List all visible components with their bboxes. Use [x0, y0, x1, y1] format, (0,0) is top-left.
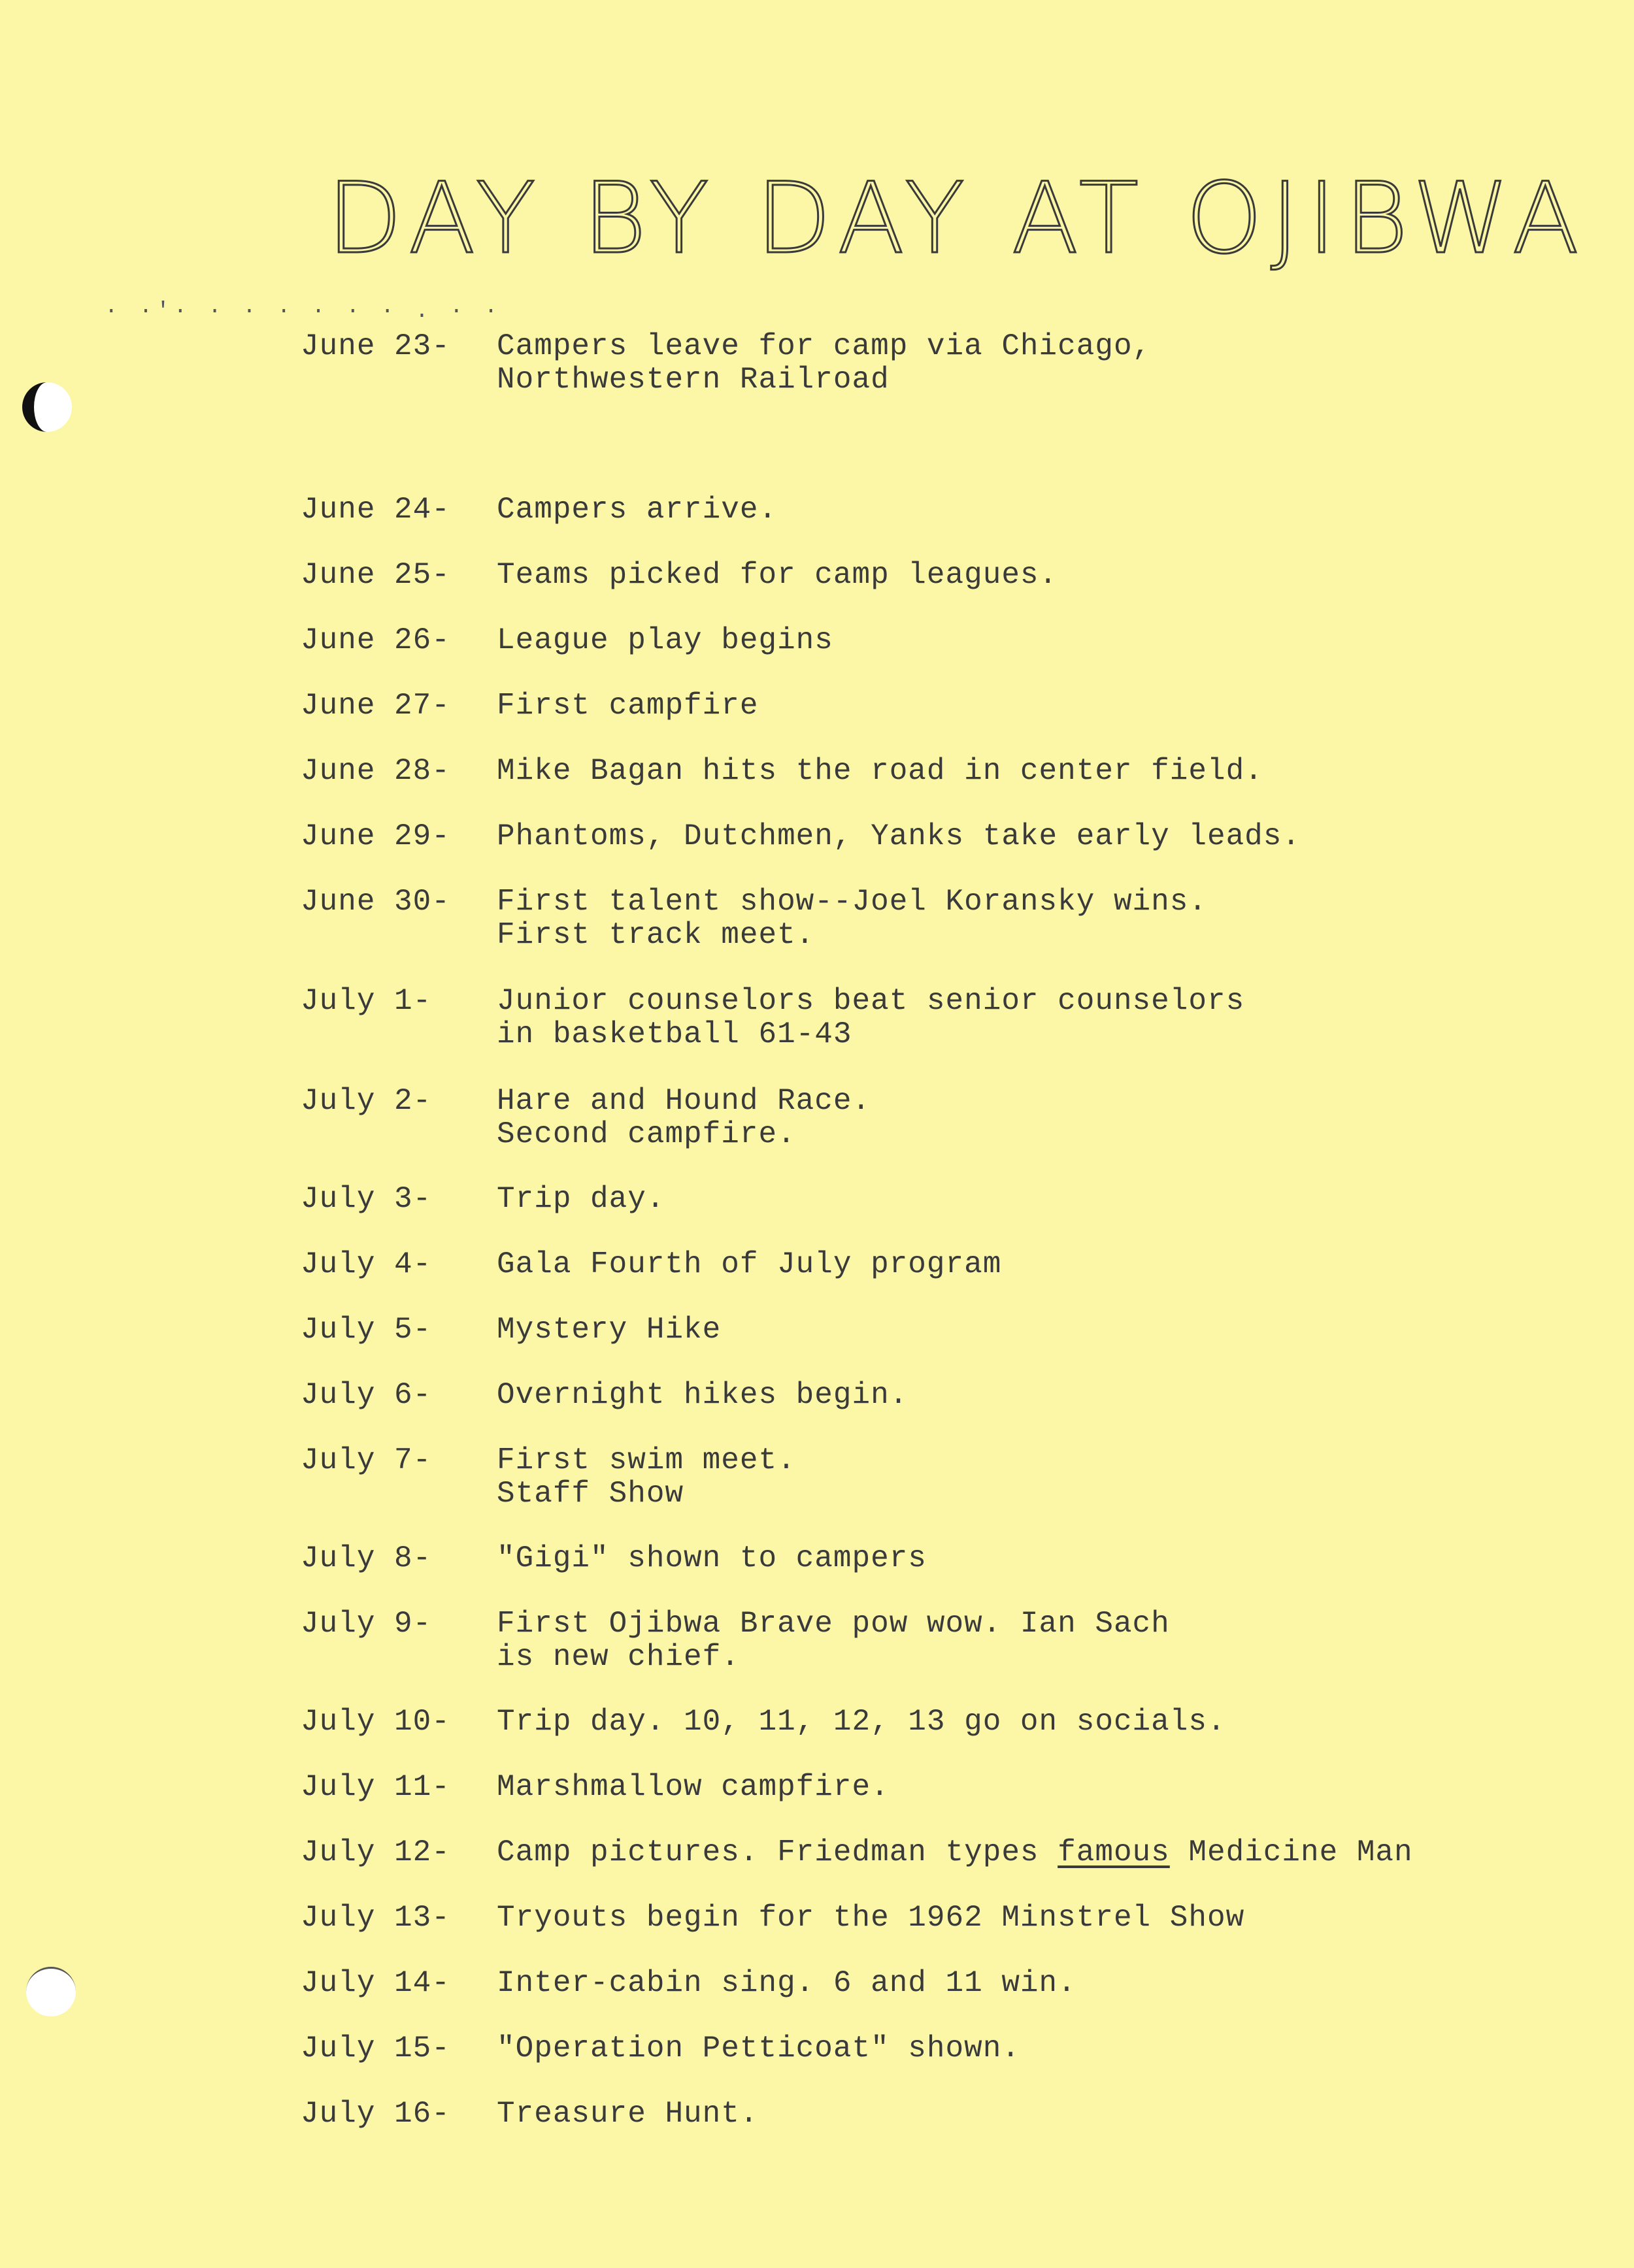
- underlined-word: famous: [1058, 1835, 1170, 1869]
- entry-date: June 26-: [301, 623, 450, 657]
- entry-date: July 11-: [301, 1770, 450, 1804]
- entry-date: June 30-: [301, 885, 450, 919]
- entry-event: First Ojibwa Brave pow wow. Ian Sach is new chief.: [497, 1607, 1170, 1674]
- entry-date: July 10-: [301, 1705, 450, 1739]
- entry-event: First campfire: [497, 689, 759, 723]
- entry-event: "Gigi" shown to campers: [497, 1541, 927, 1575]
- entry-date: July 3-: [301, 1182, 432, 1216]
- entry-event: Campers arrive.: [497, 493, 778, 527]
- entry-event: Inter-cabin sing. 6 and 11 win.: [497, 1966, 1076, 2000]
- entry-date: July 8-: [301, 1541, 432, 1575]
- entry-date: July 1-: [301, 984, 432, 1018]
- entry-date: July 15-: [301, 2031, 450, 2065]
- entry-event: First swim meet. Staff Show: [497, 1443, 796, 1511]
- entry-event: League play begins: [497, 623, 833, 657]
- schedule-list: [301, 329, 1542, 2131]
- punch-hole-bottom: [26, 1967, 76, 2016]
- entry-date: July 9-: [301, 1607, 432, 1641]
- entry-date: July 14-: [301, 1966, 450, 2000]
- entry-date: June 27-: [301, 689, 450, 723]
- entry-event: Mike Bagan hits the road in center field.: [497, 754, 1263, 788]
- entry-date: June 29-: [301, 819, 450, 853]
- entry-date: July 6-: [301, 1378, 432, 1412]
- entry-date: July 16-: [301, 2097, 450, 2131]
- entry-date: July 2-: [301, 1084, 432, 1118]
- entry-event: Overnight hikes begin.: [497, 1378, 909, 1412]
- entry-event: Phantoms, Dutchmen, Yanks take early leads.: [497, 819, 1301, 853]
- entry-event: Junior counselors beat senior counselors in basketball 61-43: [497, 984, 1245, 1051]
- entry-event: Hare and Hound Race. Second campfire.: [497, 1084, 871, 1151]
- event-text-pre: Camp pictures. Friedman types: [497, 1835, 1058, 1869]
- entry-date: June 24-: [301, 493, 450, 527]
- entry-event: Trip day. 10, 11, 12, 13 go on socials.: [497, 1705, 1226, 1739]
- entry-event: "Operation Petticoat" shown.: [497, 2031, 1020, 2065]
- entry-event: Gala Fourth of July program: [497, 1247, 1002, 1281]
- entry-date: June 28-: [301, 754, 450, 788]
- entry-event: Teams picked for camp leagues.: [497, 558, 1058, 592]
- entry-date: July 5-: [301, 1313, 432, 1347]
- entry-date: July 7-: [301, 1443, 432, 1477]
- entry-date: June 25-: [301, 558, 450, 592]
- entry-event: Mystery Hike: [497, 1313, 722, 1347]
- entry-date: July 4-: [301, 1247, 432, 1281]
- entry-event: [497, 1836, 1569, 1869]
- event-text-post: Medicine Man: [1169, 1835, 1413, 1869]
- entry-event: Tryouts begin for the 1962 Minstrel Show: [497, 1901, 1245, 1935]
- ink-specks: · ·'· · · · · · · . · ·: [105, 299, 502, 324]
- entry-event: Treasure Hunt.: [497, 2097, 759, 2131]
- punch-hole-top: [22, 382, 72, 432]
- entry-date: June 23-: [301, 329, 450, 363]
- entry-event: Trip day.: [497, 1182, 665, 1216]
- page-title: DAY BY DAY AT OJIBWA: [327, 162, 1588, 276]
- entry-event: Campers leave for camp via Chicago, Northwestern Railroad: [497, 329, 1152, 397]
- schedule-entry: [301, 330, 1542, 397]
- entry-event: First talent show--Joel Koransky wins. First track meet.: [497, 885, 1207, 952]
- entry-event: Marshmallow campfire.: [497, 1770, 890, 1804]
- entry-date: July 13-: [301, 1901, 450, 1935]
- entry-date: July 12-: [301, 1835, 450, 1869]
